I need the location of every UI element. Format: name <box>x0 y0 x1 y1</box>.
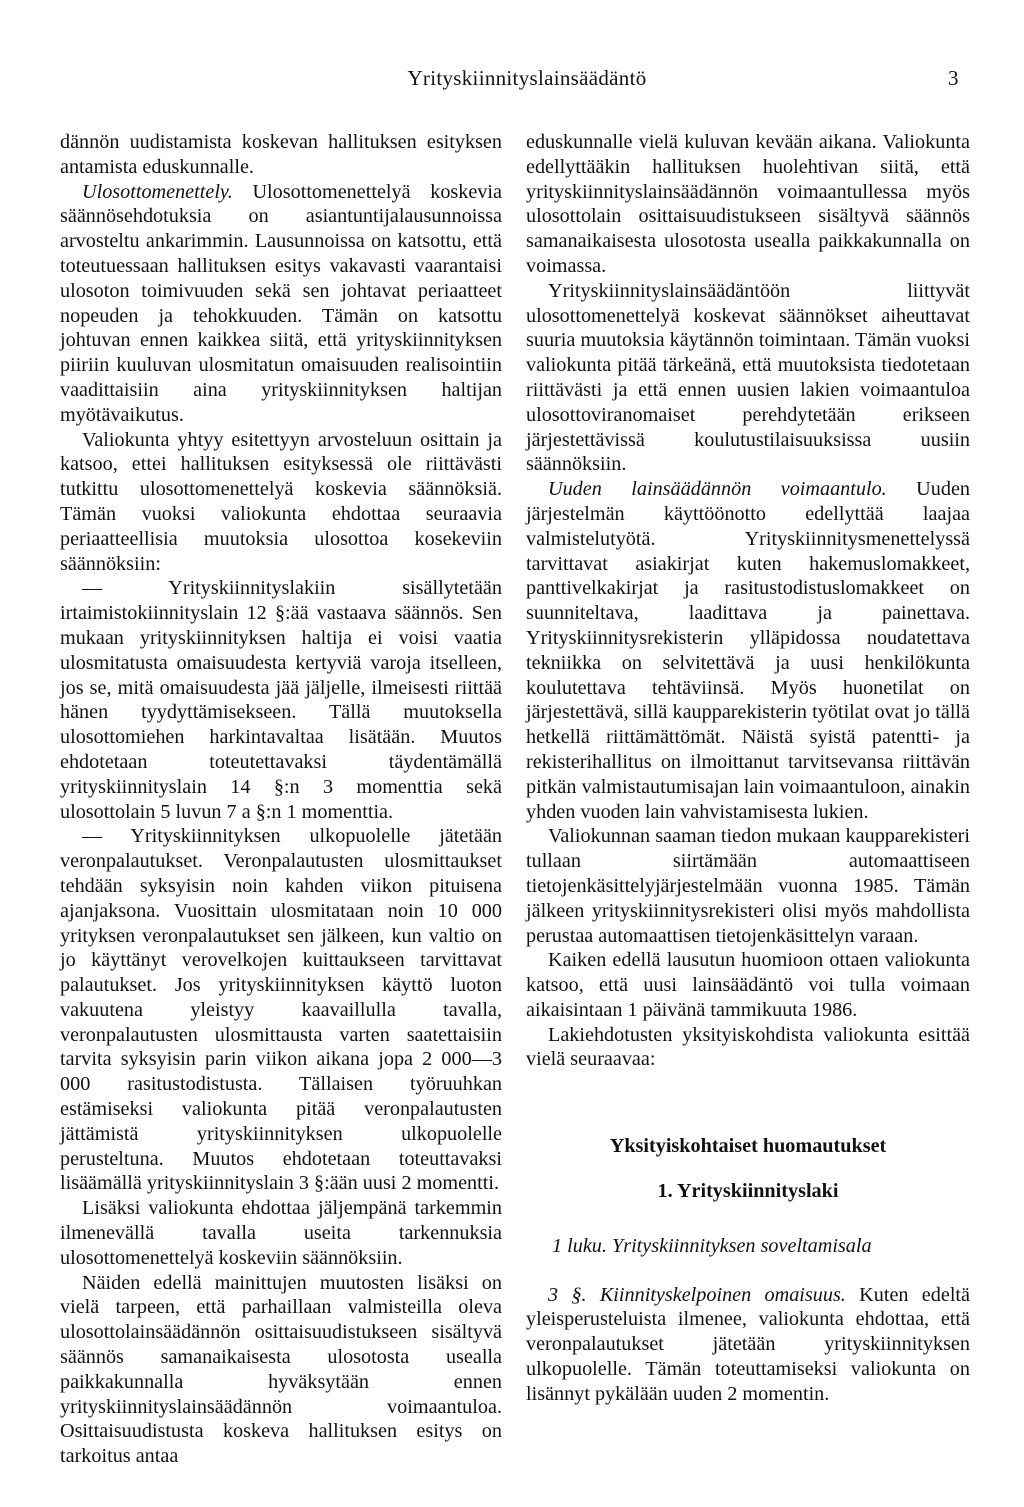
paragraph: Valiokunnan saaman tiedon mukaan kaupparekisteri tullaan siirtämään automaattiseen tietojenkäsittelyjärjestelmään vuonna 1985. Tämän jälkeen yrityskiinnitysrekisteri olisi myös mahdollista perustaa automaattisen tietojenkäsittelyn varaan. <box>526 825 970 947</box>
paragraph-body: Ulosottomenettelyä koskevia säännösehdotuksia on asiantuntijalausunnoissa arvosteltu ankarimmin. Lausunnoissa on katsottu, että toteutuessaan hallituksen esitys vakavasti vaarantaisi ulosoton toimivuuden sekä sen johtavat periaatteet nopeuden ja tehokkuuden. Tämän on katsottu johtuvan ennen kaikkea siitä, että yrityskiinnityksen piiriin kuuluvan ulosmitatun omaisuuden realisointiin vaadittaisiin aina yrityskiinnityksen haltijan myötävaikutus. <box>60 180 502 426</box>
paragraph-voimaantulo <box>526 477 970 824</box>
paragraph: Yrityskiinnityslainsäädäntöön liittyvät ulosottomenettelyä koskevat säännökset aiheuttavat suuria muutoksia käytännön toimintaan. Tämän vuoksi valiokunta pitää tärkeänä, että muutoksista tiedotetaan riittävästi ja että ennen uusien lakien voimaantuloa ulosottoviranomaiset perehdytetään erikseen järjestettävissä koulutustilaisuuksissa uusiin säännöksiin. <box>526 279 970 476</box>
paragraph: eduskunnalle vielä kuluvan kevään aikana. Valiokunta edellyttääkin hallituksen huolehtivan siitä, että yrityskiinnityslainsäädännön voimaantullessa myös ulosottolain osittaisuudistukseen sisältyvä säännös samanaikaisesta ulosotosta usealla paikkakunnalla on voimassa. <box>526 131 970 277</box>
running-title: Yrityskiinnityslainsäädäntö <box>407 66 647 90</box>
section-title: Uuden lainsäädännön voimaantulo. <box>548 478 887 501</box>
left-column <box>60 130 502 1469</box>
section-heading: Yksityiskohtaiset huomautukset <box>609 1135 887 1158</box>
chapter-heading: 1 luku. Yrityskiinnityksen soveltamisala <box>552 1234 872 1257</box>
paragraph-body: Uuden järjestelmän käyttöönotto edellyttää laajaa valmistelutyötä. Yrityskiinnitysmenettelyssä tarvittavat asiakirjat kuten hakemuslomakkeet, panttivelkakirjat ja rasitustodistuslomakkeet on suunniteltava, laadittava ja painettava. Yrityskiinnitysrekisterin ylläpidossa noudatettava tekniikka on selvitettävä ja uusi henkilökunta koulutettava tehtäviinsä. Myös huonetilat on järjestettävä, sillä kaupparekisterin työtilat ovat jo tällä hetkellä riittämättömät. Näistä syistä patentti- ja rekisterihallitus on ilmoittanut tarvitsevansa riittävän pitkän valmistautumisajan lain voimaantuloon, ainakin yhden vuoden lain vahvistamisesta lukien. <box>526 478 970 823</box>
paragraph: Kaiken edellä lausutun huomioon ottaen valiokunta katsoo, että uusi lainsäädäntö voi tulla voimaan aikaisintaan 1 päivänä tammikuuta 1986. <box>526 949 970 1021</box>
paragraph: Lisäksi valiokunta ehdottaa jäljempänä tarkemmin ilmenevällä tavalla useita tarkennuksia ulosottomenettelyä koskeviin säännöksiin. <box>60 1197 502 1269</box>
dash-paragraph: — Yrityskiinnityksen ulkopuolelle jätetään veronpalautukset. Veronpalautusten ulosmittaukset tehdään syksyisin noin kahden viikon pituisena ajanjaksona. Vuosittain ulosmitataan noin 10 000 yrityksen veronpalautukset sen jälkeen, kun valtio on jo käyttänyt verovelkojen kuittaukseen tarvittavat palautukset. Jos yrityskiinnityksen käyttö luoton vakuutena yleistyy kaavaillulla tavalla, veronpalautusten ulosmittausta varten saatettaisiin tarvita syksyisin parin viikon aikana jopa 2 000—3 000 rasitustodistusta. Tällaisen työruuhkan estämiseksi valiokunta pitää veronpalautusten jättämistä yrityskiinnityksen ulkopuolelle perusteltuna. Muutos ehdotetaan toteuttavaksi lisäämällä yrityskiinnityslain 3 §:ään uusi 2 momentti. <box>60 825 502 1195</box>
dash-paragraph: — Yrityskiinnityslakiin sisällytetään irtaimistokiinnityslain 12 §:ää vastaava säännös. Sen mukaan yrityskiinnityksen haltija ei voisi vaatia ulosmitatusta omaisuudesta kertyviä varoja itselleen, jos se, mitä omaisuudesta jää jäljelle, ilmeisesti riittää hänen tyydyttämisekseen. Tällä muutoksella ulosottomiehen harkintavaltaa lisätään. Muutos ehdotetaan toteutettavaksi täydentämällä yrityskiinnityslain 14 §:n 3 momenttia sekä ulosottolain 5 luvun 7 a §:n 1 momenttia. <box>60 577 502 823</box>
paragraph-body: Kuten edeltä yleisperusteluista ilmenee, valiokunta ehdottaa, että veronpalautukset jätetään yrityskiinnityksen ulkopuolelle. Tämän toteuttamiseksi valiokunta on lisännyt pykälään uuden 2 momentin. <box>526 1283 970 1405</box>
right-column <box>526 130 970 1407</box>
paragraph: Näiden edellä mainittujen muutosten lisäksi on vielä tarpeen, että parhaillaan valmisteilla oleva ulosottolainsäädännön osittaisuudistukseen sisältyvä säännös samanaikaisesta ulosotosta usealla paikkakunnalla hyväksytään ennen yrityskiinnityslainsäädännön voimaantuloa. Osittaisuudistusta koskeva hallituksen esitys on tarkoitus antaa <box>60 1271 502 1468</box>
page-number: 3 <box>948 66 959 90</box>
paragraph: Valiokunta yhtyy esitettyyn arvosteluun osittain ja katsoo, ettei hallituksen esityksessä ole riittävästi tutkittu ulosottomenettelyä koskevia säännöksiä. Tämän vuoksi valiokunta ehdottaa seuraavia periaatteellisia muutoksia ulosottoa kosekeviin säännöksiin: <box>60 428 502 575</box>
paragraph-ulosottomenettely <box>60 180 502 428</box>
paragraph-pykala <box>526 1283 970 1407</box>
section-title: 3 §. Kiinnityskelpoinen omaisuus. <box>548 1283 846 1306</box>
paragraph: Lakiehdotusten yksityiskohdista valiokunta esittää vielä seuraavaa: <box>526 1023 970 1071</box>
paragraph: dännön uudistamista koskevan hallituksen esityksen antamista eduskunnalle. <box>60 131 502 178</box>
subsection-heading: 1. Yrityskiinnityslaki <box>657 1180 839 1203</box>
section-title: Ulosottomenettely. <box>82 180 233 203</box>
